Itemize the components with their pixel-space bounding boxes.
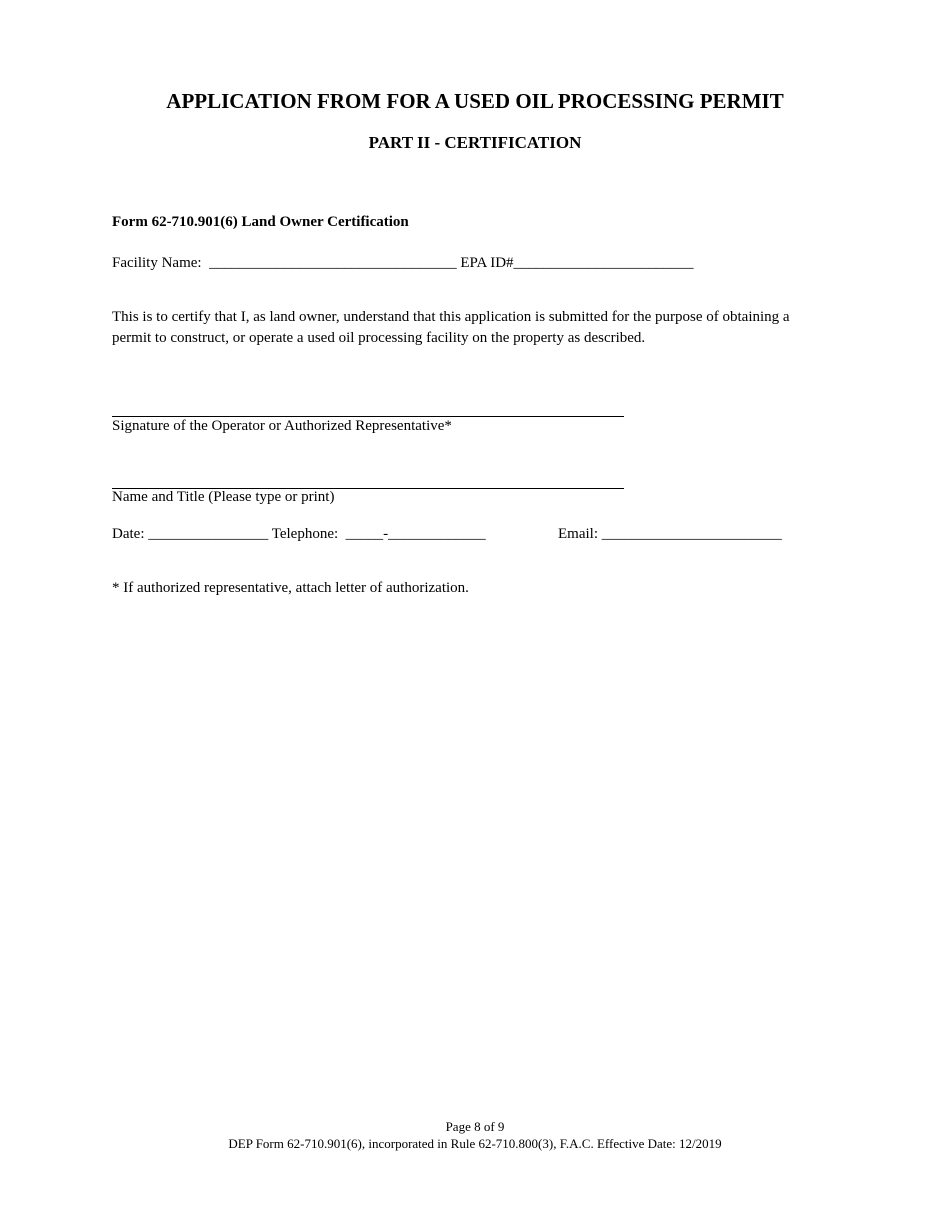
facility-name-label: Facility Name: xyxy=(112,255,202,271)
epa-id-label: EPA ID# xyxy=(460,255,514,271)
date-telephone-row xyxy=(112,526,486,543)
page-number: Page 8 of 9 xyxy=(445,1119,505,1134)
epa-id-field[interactable]: ________________________ xyxy=(513,255,694,271)
email-row xyxy=(558,526,782,543)
facility-name-field[interactable]: _________________________________ xyxy=(209,255,457,271)
date-field[interactable]: ________________ xyxy=(148,526,269,542)
signature-line[interactable] xyxy=(112,416,624,417)
form-reference: DEP Form 62-710.901(6), incorporated in Rule 62-710.800(3), F.A.C. Effective Date: 12/2019 xyxy=(228,1136,722,1151)
document-subtitle: PART II - CERTIFICATION xyxy=(368,133,582,152)
telephone-field[interactable]: _____-_____________ xyxy=(345,526,486,542)
name-title-caption: Name and Title (Please type or print) xyxy=(112,489,335,505)
certification-paragraph: This is to certify that I, as land owner, understand that this application is submitted for the purpose of obtaining a permit to construct, or operate a used oil processing facility on the property as described. xyxy=(112,309,790,346)
document-title: APPLICATION FROM FOR A USED OIL PROCESSING PERMIT xyxy=(166,89,784,113)
form-heading: Form 62-710.901(6) Land Owner Certification xyxy=(112,214,409,230)
facility-line xyxy=(112,255,694,272)
signature-caption: Signature of the Operator or Authorized Representative* xyxy=(112,418,452,434)
telephone-label: Telephone: xyxy=(271,526,339,542)
email-field[interactable]: ________________________ xyxy=(601,526,782,542)
email-label: Email: xyxy=(558,526,598,542)
authorization-footnote: * If authorized representative, attach letter of authorization. xyxy=(112,580,469,596)
date-label: Date: xyxy=(112,526,145,542)
